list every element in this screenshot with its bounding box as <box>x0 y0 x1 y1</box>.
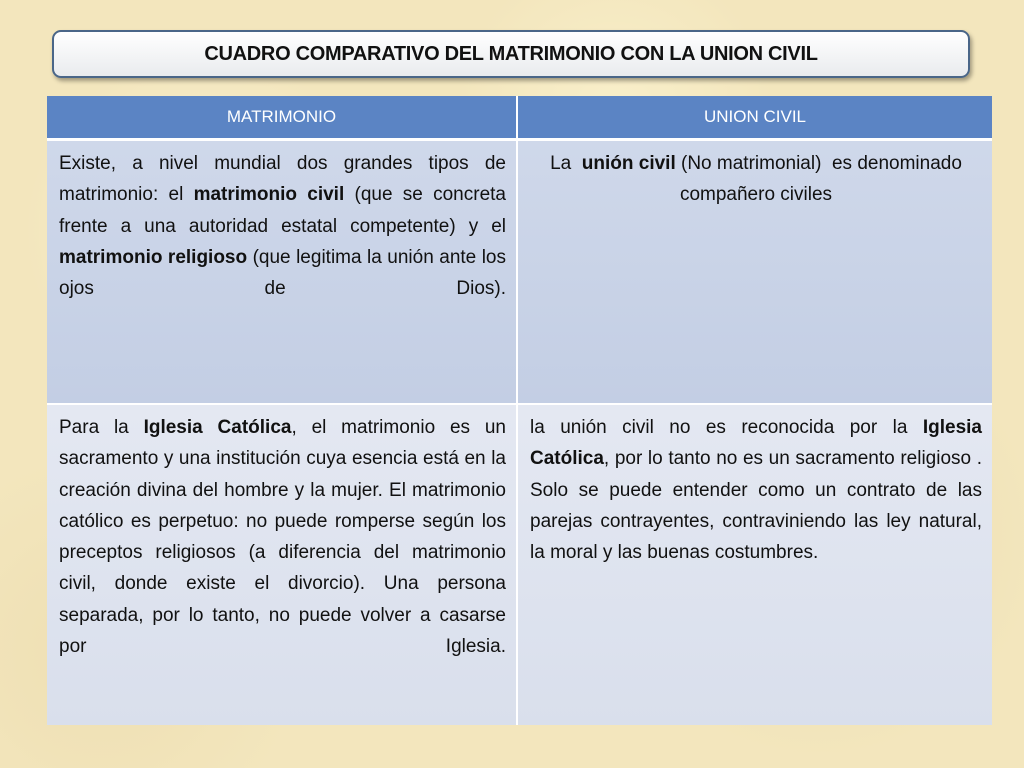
header-union-civil: UNION CIVIL <box>518 96 992 141</box>
header-matrimonio: MATRIMONIO <box>47 96 518 141</box>
cell-text: (No matrimonial) es denominado compañero civiles <box>675 153 968 206</box>
bold-term: matrimonio religioso <box>59 246 248 268</box>
page-title: CUADRO COMPARATIVO DEL MATRIMONIO CON LA UNION CIVIL <box>204 42 818 65</box>
cell-text: (que se concreta frente a una autoridad estatal competente) y el <box>59 184 506 237</box>
cell-union-civil-definicion <box>518 141 992 405</box>
cell-text: , por lo tanto no es un sacramento religioso . Solo se puede entender como un contrato de las parejas contrayentes, contraviniendo las ley natural, la moral y las buenas costumbres. <box>530 448 982 564</box>
title-box <box>52 30 970 78</box>
cell-text: (que legitima la unión ante los ojos de Dios). <box>59 246 506 300</box>
cell-text: La <box>550 153 582 174</box>
cell-text: Existe, a nivel mundial dos grandes tipos de matrimonio: el <box>59 153 506 206</box>
cell-matrimonio-tipos <box>47 141 518 405</box>
bold-term: Iglesia Católica <box>530 417 982 470</box>
comparison-table <box>47 96 992 725</box>
cell-union-civil-iglesia <box>518 405 992 725</box>
cell-text: , el matrimonio es un sacramento y una institución cuya esencia está en la creación divina del hombre y la mujer. El matrimonio católico es perpetuo: no puede romperse según los preceptos religiosos (a diferencia del matrimonio civil, donde existe el divorcio). Una persona separada, por lo tanto, no puede volver a casarse por Iglesia. <box>59 417 507 658</box>
bold-term: matrimonio civil <box>193 184 345 206</box>
bold-term: Iglesia Católica <box>143 417 292 438</box>
bold-term: unión civil <box>581 153 676 174</box>
cell-matrimonio-iglesia <box>47 405 518 725</box>
cell-text: la unión civil no es reconocida por la <box>530 417 923 438</box>
cell-text: Para la <box>59 417 144 438</box>
